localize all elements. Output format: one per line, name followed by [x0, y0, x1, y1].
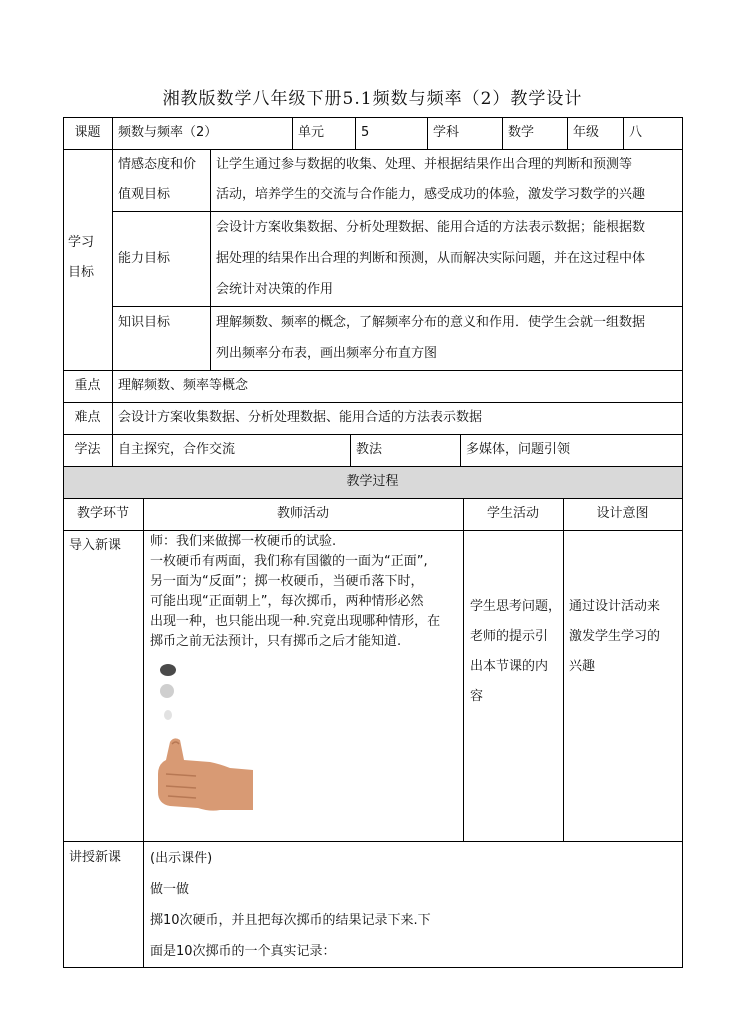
- intro-student-line: 学生思考问题，: [470, 599, 562, 614]
- emotion-goal-label-line: 情感态度和价: [118, 157, 197, 172]
- grid-line: [63, 117, 64, 968]
- intro-intent-line: 兴趣: [569, 659, 596, 674]
- intro-design-intent: [569, 592, 660, 682]
- key-point-text: 理解频数、频率等概念: [118, 378, 249, 393]
- coin-motion-blur: [160, 684, 174, 698]
- grid-line: [63, 967, 683, 968]
- emotion-goal-line: 让学生通过参与数据的收集、处理、并根据结果作出合理的判断和预测等: [216, 157, 633, 172]
- lecture-teacher-line: (出示课件): [150, 851, 213, 866]
- intro-student-line: 老师的提示引: [470, 629, 549, 644]
- header-topic-label: 课题: [74, 125, 101, 140]
- intro-student-line: 容: [470, 689, 484, 704]
- knowledge-goal-label-text: 知识目标: [118, 315, 171, 330]
- intro-stage-label: [69, 531, 121, 561]
- intro-teacher-line: 掷币之前无法预计，只有掷币之后才能知道.: [150, 634, 402, 649]
- ability-goal-label: 能力目标: [118, 250, 171, 266]
- knowledge-goal-line: 理解频数、频率的概念，了解频率分布的意义和作用．使学生会就一组数据: [216, 315, 646, 330]
- document-title: 湘教版数学八年级下册5.1频数与频率（2）教学设计: [162, 89, 583, 109]
- grid-line: [63, 530, 683, 531]
- grid-line: [143, 498, 144, 968]
- emotion-goal-text: [216, 150, 645, 210]
- grid-line: [563, 498, 564, 842]
- intro-stage-text: 导入新课: [69, 538, 122, 553]
- intro-teacher-line: 另一面为“反面”；掷一枚硬币，当硬币落下时，: [150, 574, 424, 589]
- emotion-goal-line: 活动，培养学生的交流与合作能力，感受成功的体验，激发学习数学的兴趣: [216, 187, 646, 202]
- ability-goal-line: 会统计对决策的作用: [216, 282, 334, 297]
- knowledge-goal-text: [216, 307, 645, 369]
- grid-line: [682, 117, 683, 968]
- header-topic-value: 频数与频率（2）: [118, 125, 218, 140]
- lecture-teacher-line: 掷10次硬币，并且把每次掷币的结果记录下来.下: [150, 913, 431, 928]
- difficulty-text: 会设计方案收集数据、分析处理数据、能用合适的方法表示数据: [118, 410, 483, 425]
- header-unit-label: 单元: [298, 125, 325, 140]
- intro-teacher-line: 师：我们来做掷一枚硬币的试验.: [150, 534, 337, 549]
- learning-method-text: 自主探究，合作交流: [118, 442, 236, 457]
- ability-goal-line: 据处理的结果作出合理的判断和预测，从而解决实际问题，并在这过程中体: [216, 251, 646, 266]
- header-grade-value: 八: [629, 125, 643, 140]
- intro-teacher-line: 出现一种，也只能出现一种.究竟出现哪种情形，在: [150, 614, 441, 629]
- column-header-intent: 设计意图: [596, 506, 649, 521]
- lecture-stage-text: 讲授新课: [69, 850, 122, 865]
- teaching-method-label: 教法: [356, 442, 383, 457]
- learning-method-label: 学法: [74, 442, 101, 457]
- teaching-method-text: 多媒体，问题引领: [466, 442, 571, 457]
- lecture-teacher-activity: [150, 843, 431, 967]
- header-grade-label: 年级: [573, 125, 600, 140]
- knowledge-goal-label: [118, 307, 170, 338]
- header-subject-label: 学科: [433, 125, 460, 140]
- goals-label-line: 目标: [68, 265, 95, 280]
- intro-intent-line: 通过设计活动来: [569, 599, 661, 614]
- grid-line: [63, 841, 683, 842]
- column-header-stage: 教学环节: [76, 506, 129, 521]
- coin-motion-blur: [164, 710, 172, 720]
- intro-intent-line: 激发学生学习的: [569, 629, 661, 644]
- thumbs-up-hand-image: [150, 734, 260, 814]
- lecture-teacher-line: 做一做: [150, 882, 190, 897]
- intro-student-line: 出本节课的内: [470, 659, 549, 674]
- intro-student-activity: [470, 592, 561, 712]
- key-point-label: 重点: [74, 378, 101, 393]
- process-heading: 教学过程: [346, 474, 399, 489]
- coin-image: [160, 664, 176, 676]
- lecture-stage-label: [69, 843, 121, 873]
- intro-teacher-activity: [150, 532, 440, 652]
- emotion-goal-label: [118, 150, 196, 210]
- grid-line: [463, 498, 464, 842]
- ability-goal-text: [216, 212, 645, 305]
- header-unit-value: 5: [361, 125, 370, 140]
- goals-label: [68, 228, 94, 288]
- lecture-teacher-line: 面是10次掷币的一个真实记录：: [150, 944, 336, 959]
- intro-teacher-line: 一枚硬币有两面，我们称有国徽的一面为“正面”,: [150, 554, 428, 569]
- coin-toss-illustration: [150, 656, 260, 816]
- goals-label-line: 学习: [68, 235, 95, 250]
- emotion-goal-label-line: 值观目标: [118, 187, 171, 202]
- intro-teacher-line: 可能出现“正面朝上”，每次掷币，两种情形必然: [150, 594, 424, 609]
- grid-line: [210, 149, 211, 370]
- column-header-teacher: 教师活动: [276, 506, 329, 521]
- column-header-student: 学生活动: [486, 506, 539, 521]
- header-subject-value: 数学: [508, 125, 535, 140]
- ability-goal-line: 会设计方案收集数据、分析处理数据、能用合适的方法表示数据；能根据数: [216, 220, 646, 235]
- knowledge-goal-line: 列出频率分布表，画出频率分布直方图: [216, 346, 438, 361]
- difficulty-label: 难点: [74, 410, 101, 425]
